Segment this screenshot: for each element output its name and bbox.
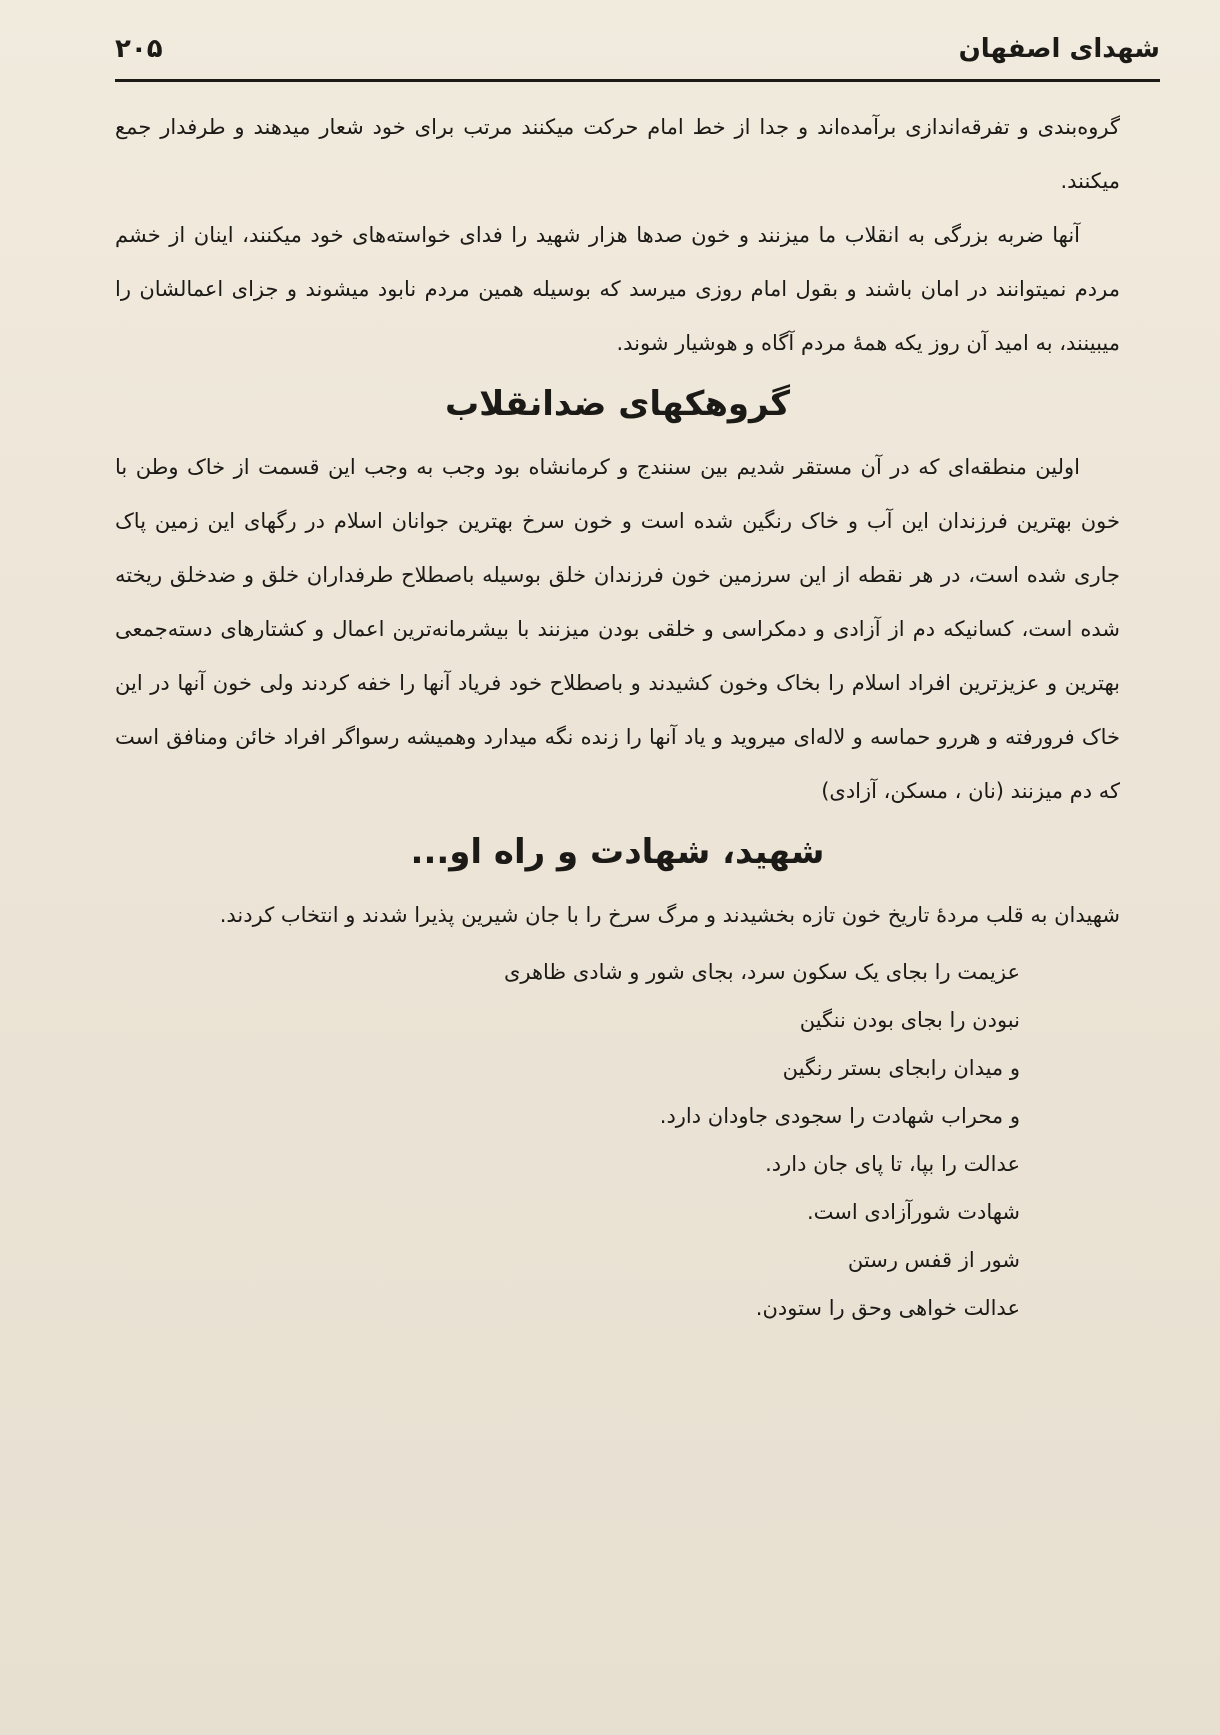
section-heading-counter-revolution: گروهکهای ضدانقلاب — [445, 384, 790, 424]
poem-line: نبودن را بجای بودن ننگین — [799, 1008, 1020, 1032]
section-heading-martyr: شهید، شهادت و راه او... — [410, 832, 825, 872]
poem-line: عدالت را بپا، تا پای جان دارد. — [765, 1152, 1020, 1176]
paragraph-1: گروه‌بندی و تفرقه‌اندازی برآمده‌اند و جدا از خط امام حرکت میکنند مرتب برای خود شعار میدهند و طرفدار جمع میکنند. — [115, 115, 1120, 193]
page-header — [115, 30, 1160, 82]
running-title: شهدای اصفهان — [958, 34, 1160, 64]
paragraph-2: آنها ضربه بزرگی به انقلاب ما میزنند و خون صدها هزار شهید را فدای خواسته‌های خود میکنند، اینان از خشم مردم نمیتوانند در امان باشند و بقول امام روزی میرسد که بوسیله همین مردم نابود میشوند و جزای اعمالشان را میبینند، به امید آن روز یکه همهٔ مردم آگاه و هوشیار شوند. — [115, 223, 1120, 355]
paragraph-3: اولین منطقه‌ای که در آن مستقر شدیم بین سنندج و کرمانشاه بود وجب به وجب این قسمت از خاک وطن با خون بهترین فرزندان این آب و خاک رنگین شده است و خون سرخ بهترین جوانان اسلام در رگهای این زمین پاک جاری شده است، در هر نقطه از این سرزمین خون فرزندان خلق بوسیله باصطلاح طرفداران خلق و ضدخلق ریخته شده است، کسانیکه دم از آزادی و دمکراسی و خلقی بودن میزنند با بیشرمانه‌ترین اعمال و کشتارهای دسته‌جمعی بهترین و عزیزترین افراد اسلام را بخاک وخون کشیدند و باصطلاح خود فریاد آنها را خفه کردند ولی خون آنها در این خاک فرورفته و هررو حماسه و لاله‌ای میروید و یاد آنها را زنده نگه میدارد وهمیشه رسواگر افراد خائن ومنافق است که دم میزنند (نان ، مسکن، آزادی) — [115, 455, 1120, 803]
poem-line: و محراب شهادت را سجودی جاودان دارد. — [659, 1104, 1020, 1128]
paragraph-4: شهیدان به قلب مردهٔ تاریخ خون تازه بخشیدند و مرگ سرخ را با جان شیرین پذیرا شدند و انتخاب کردند. — [219, 903, 1120, 927]
poem-line: شور از قفس رستن — [847, 1248, 1020, 1272]
poem-block — [115, 948, 1120, 1332]
page-number: ۲۰۵ — [115, 34, 163, 64]
header-rule — [115, 79, 1160, 82]
page-body — [115, 100, 1120, 1332]
poem-line: عدالت خواهی وحق را ستودن. — [755, 1296, 1020, 1320]
poem-line: شهادت شورآزادی است. — [806, 1200, 1020, 1224]
poem-line: و میدان رابجای بستر رنگین — [782, 1056, 1020, 1080]
poem-line: عزیمت را بجای یک سکون سرد، بجای شور و شادی ظاهری — [503, 960, 1020, 984]
